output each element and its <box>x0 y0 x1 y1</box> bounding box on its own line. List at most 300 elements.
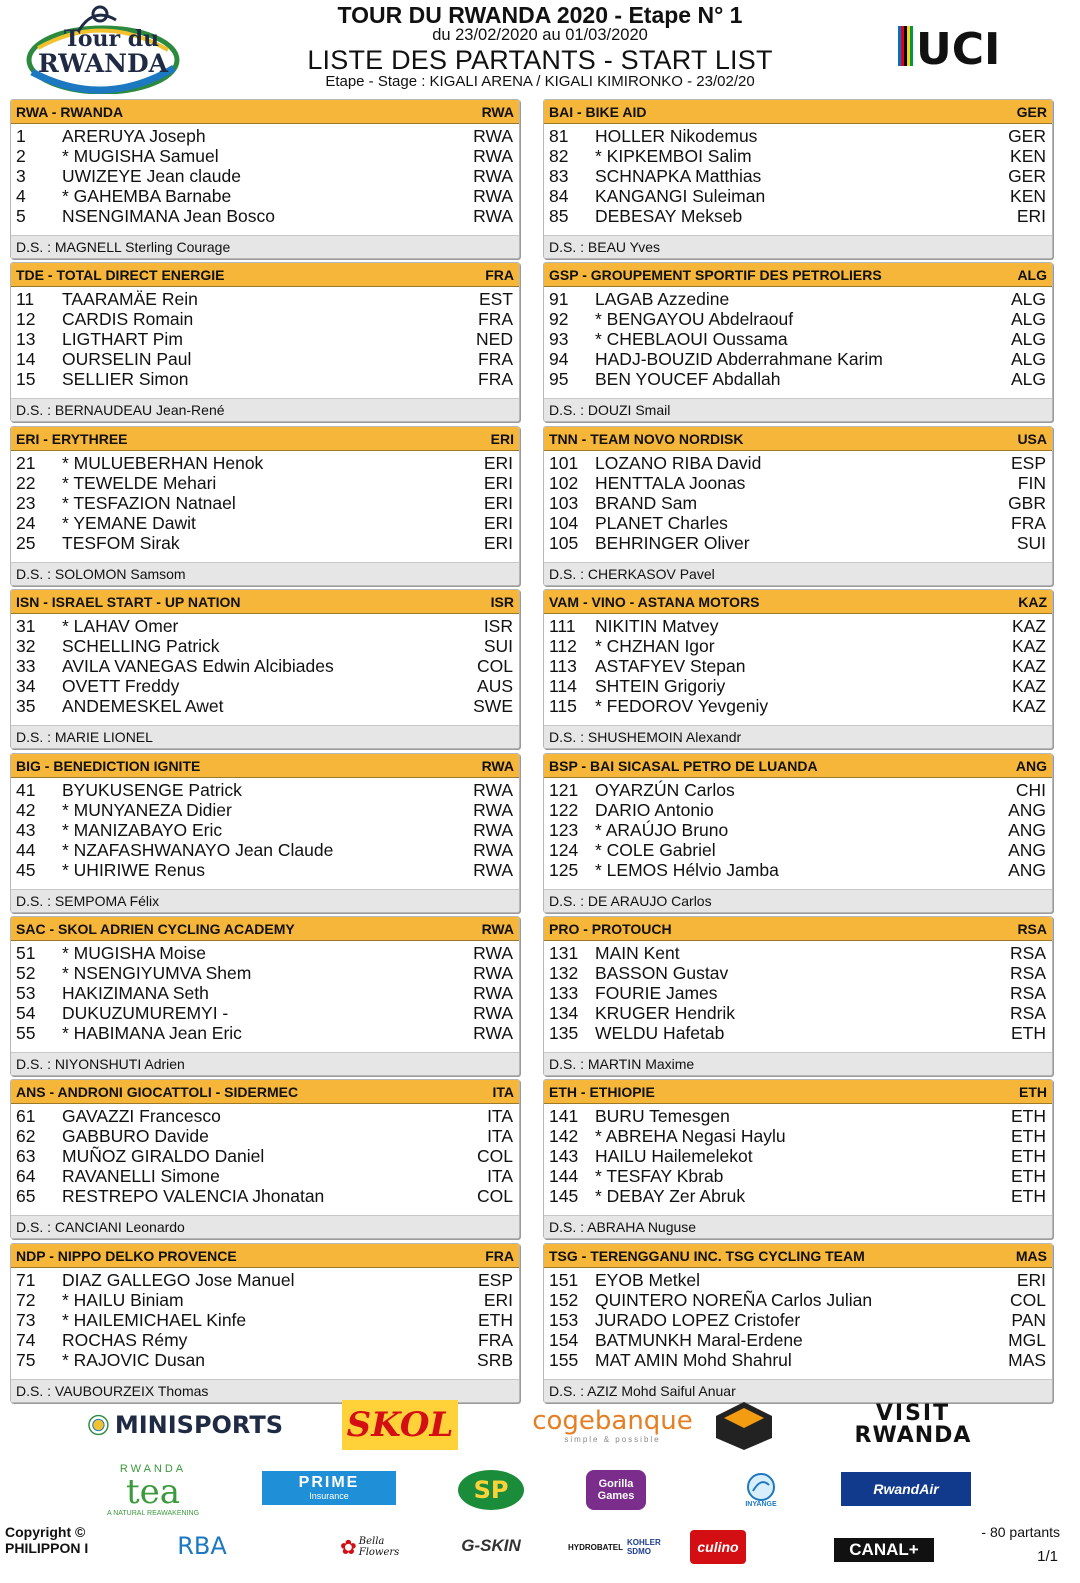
rider-row <box>11 800 519 820</box>
rider-number: 31 <box>16 616 36 636</box>
rider-row <box>11 943 519 963</box>
rider-number: 124 <box>549 840 579 860</box>
rider-number: 53 <box>16 983 36 1003</box>
rider-list <box>11 1268 519 1379</box>
rider-name: ROCHAS Rémy <box>62 1330 188 1350</box>
sp-logo <box>458 1470 524 1510</box>
rider-number: 123 <box>549 820 579 840</box>
rider-number: 54 <box>16 1003 36 1023</box>
team-header <box>11 263 519 287</box>
rider-row <box>544 206 1052 226</box>
team-header <box>11 917 519 941</box>
rider-number: 112 <box>549 636 577 656</box>
rider-nationality: ANG <box>1008 840 1046 860</box>
rider-nationality: FRA <box>478 1330 513 1350</box>
rider-name: HENTTALA Joonas <box>595 473 746 493</box>
rider-name: OYARZÚN Carlos <box>595 780 735 800</box>
rider-row <box>544 616 1052 636</box>
sports-director: D.S. : CHERKASOV Pavel <box>544 562 1052 585</box>
rider-nationality: ALG <box>1010 349 1046 369</box>
team-name: ANS - ANDRONI GIOCATTOLI - SIDERMEC <box>16 1083 299 1100</box>
rider-row <box>544 1270 1052 1290</box>
rider-name: DIAZ GALLEGO Jose Manuel <box>62 1270 295 1290</box>
rider-nationality: RWA <box>473 860 513 880</box>
rider-list <box>11 614 519 725</box>
rider-nationality: CHI <box>1015 780 1046 800</box>
rider-row <box>544 780 1052 800</box>
rider-number: 85 <box>549 206 569 226</box>
rider-number: 3 <box>16 166 26 186</box>
team-name: SAC - SKOL ADRIEN CYCLING ACADEMY <box>16 920 295 937</box>
kohler-text: KOHLER SDMO <box>626 1538 661 1556</box>
rider-name: * CHZHAN Igor <box>595 636 715 656</box>
rider-number: 133 <box>549 983 579 1003</box>
rider-row <box>544 513 1052 533</box>
rider-row <box>544 963 1052 983</box>
team-nationality: RWA <box>481 920 514 937</box>
rider-name: * GAHEMBA Barnabe <box>62 186 232 206</box>
rider-number: 102 <box>549 473 579 493</box>
sports-director: D.S. : BERNAUDEAU Jean-René <box>11 398 519 421</box>
rider-number: 151 <box>549 1270 579 1290</box>
rider-number: 131 <box>549 943 579 963</box>
rider-number: 2 <box>16 146 26 166</box>
team-name: BSP - BAI SICASAL PETRO DE LUANDA <box>549 757 818 774</box>
rider-number: 113 <box>549 656 577 676</box>
hydrobatel-kohler-logo <box>568 1534 674 1560</box>
rider-nationality: RSA <box>1010 943 1046 963</box>
race-title: TOUR DU RWANDA 2020 - Etape N° 1 <box>337 2 743 28</box>
team-nationality: GER <box>1016 103 1047 120</box>
sports-director: D.S. : SHUSHEMOIN Alexandr <box>544 725 1052 748</box>
rider-number: 14 <box>16 349 36 369</box>
rider-row <box>11 820 519 840</box>
rider-row <box>544 1126 1052 1146</box>
rider-row <box>11 513 519 533</box>
rider-nationality: SWE <box>473 696 513 716</box>
rider-nationality: ERI <box>483 473 513 493</box>
rider-row <box>544 146 1052 166</box>
rider-name: KRUGER Hendrik <box>595 1003 736 1023</box>
rider-row <box>11 963 519 983</box>
team-block <box>543 262 1053 422</box>
rider-nationality: ERI <box>483 513 513 533</box>
rider-nationality: COL <box>1010 1290 1046 1310</box>
rider-row <box>11 1350 519 1370</box>
rider-list <box>11 778 519 889</box>
rider-number: 143 <box>549 1146 579 1166</box>
rider-row <box>11 289 519 309</box>
team-nationality: RWA <box>481 103 514 120</box>
rider-name: BASSON Gustav <box>595 963 729 983</box>
rider-row <box>11 1023 519 1043</box>
rider-nationality: SRB <box>477 1350 513 1370</box>
rider-number: 94 <box>549 349 569 369</box>
rider-name: OVETT Freddy <box>62 676 180 696</box>
team-block <box>10 99 520 259</box>
rider-name: * HAILEMICHAEL Kinfe <box>62 1310 247 1330</box>
team-block <box>10 916 520 1076</box>
minisports-text: MINISPORTS <box>114 1411 283 1439</box>
team-name: GSP - GROUPEMENT SPORTIF DES PETROLIERS <box>549 266 882 283</box>
rwanda-tea-logo <box>98 1462 208 1518</box>
rider-name: * LAHAV Omer <box>62 616 179 636</box>
rider-nationality: ETH <box>1011 1146 1046 1166</box>
rider-list <box>544 287 1052 398</box>
rider-row <box>544 656 1052 676</box>
rider-row <box>544 289 1052 309</box>
rider-name: SELLIER Simon <box>62 369 189 389</box>
team-name: PRO - PROTOUCH <box>549 920 672 937</box>
rider-nationality: ETH <box>1011 1023 1046 1043</box>
rider-name: BEN YOUCEF Abdallah <box>595 369 781 389</box>
rider-row <box>544 840 1052 860</box>
rider-number: 12 <box>16 309 36 329</box>
rider-name: * HAILU Biniam <box>62 1290 184 1310</box>
rider-name: LOZANO RIBA David <box>595 453 762 473</box>
rider-row <box>544 696 1052 716</box>
rider-nationality: COL <box>477 656 513 676</box>
rider-row <box>11 166 519 186</box>
rider-nationality: RWA <box>473 943 513 963</box>
sports-director: D.S. : BEAU Yves <box>544 235 1052 258</box>
team-name: TSG - TERENGGANU INC. TSG CYCLING TEAM <box>549 1247 865 1264</box>
team-header <box>544 1080 1052 1104</box>
rider-name: DUKUZUMUREMYI - <box>62 1003 229 1023</box>
rba-text: RBA <box>177 1532 227 1560</box>
rider-nationality: ERI <box>483 533 513 553</box>
rider-row <box>544 369 1052 389</box>
rider-row <box>544 1166 1052 1186</box>
rider-row <box>544 1330 1052 1350</box>
rider-row <box>544 186 1052 206</box>
rider-number: 41 <box>16 780 36 800</box>
rider-number: 92 <box>549 309 569 329</box>
bella-flowers-logo <box>340 1530 420 1564</box>
team-header <box>544 754 1052 778</box>
rider-number: 82 <box>549 146 569 166</box>
rider-name: UWIZEYE Jean claude <box>62 166 241 186</box>
logo-rwanda-text: RWANDA <box>38 49 169 78</box>
rider-row <box>11 1186 519 1206</box>
rider-number: 111 <box>549 616 576 636</box>
rider-number: 132 <box>549 963 579 983</box>
rider-name: MAIN Kent <box>595 943 680 963</box>
rwanda-seal-icon <box>88 1403 109 1447</box>
rider-row <box>11 780 519 800</box>
rider-row <box>11 696 519 716</box>
team-nationality: RWA <box>481 757 514 774</box>
rider-name: NSENGIMANA Jean Bosco <box>62 206 275 226</box>
team-nationality: ANG <box>1015 757 1047 774</box>
rider-nationality: ANG <box>1008 800 1046 820</box>
team-nationality: KAZ <box>1018 593 1047 610</box>
rider-nationality: AUS <box>477 676 513 696</box>
rider-row <box>544 309 1052 329</box>
rider-name: BEHRINGER Oliver <box>595 533 750 553</box>
rider-row <box>11 1003 519 1023</box>
rider-nationality: ANG <box>1008 860 1046 880</box>
team-name: BAI - BIKE AID <box>549 103 647 120</box>
sports-director: D.S. : AZIZ Mohd Saiful Anuar <box>544 1379 1052 1402</box>
skol-logo <box>342 1400 458 1450</box>
rider-name: * NZAFASHWANAYO Jean Claude <box>62 840 334 860</box>
logo-tour-text: Tour du <box>64 26 160 52</box>
rwanda-tea-top: RWANDA <box>119 1462 187 1475</box>
rider-number: 42 <box>16 800 36 820</box>
rider-name: * TESFAY Kbrab <box>595 1166 724 1186</box>
rider-number: 104 <box>549 513 579 533</box>
rider-list <box>544 124 1052 235</box>
rider-name: RAVANELLI Simone <box>62 1166 220 1186</box>
rider-name: SHTEIN Grigoriy <box>595 676 726 696</box>
rider-row <box>11 473 519 493</box>
rider-name: * UHIRIWE Renus <box>62 860 205 880</box>
sp-text: SP <box>473 1476 509 1504</box>
rider-name: * MULUEBERHAN Henok <box>62 453 264 473</box>
rider-number: 25 <box>16 533 36 553</box>
rider-name: ASTAFYEV Stepan <box>595 656 746 676</box>
rider-nationality: ESP <box>1010 453 1046 473</box>
rider-row <box>11 656 519 676</box>
rider-number: 95 <box>549 369 569 389</box>
rider-name: * MUGISHA Samuel <box>62 146 219 166</box>
team-header <box>11 1080 519 1104</box>
rider-row <box>544 453 1052 473</box>
rider-number: 43 <box>16 820 36 840</box>
rider-nationality: RWA <box>473 146 513 166</box>
team-header <box>544 263 1052 287</box>
team-nationality: FRA <box>485 266 514 283</box>
rider-nationality: RWA <box>473 186 513 206</box>
rider-row <box>11 1290 519 1310</box>
rider-row <box>11 329 519 349</box>
rider-list <box>544 451 1052 562</box>
hydrobatel-text: HYDROBATEL <box>568 1542 623 1552</box>
skol-text: SKOL <box>346 1405 454 1445</box>
sports-director: D.S. : VAUBOURZEIX Thomas <box>11 1379 519 1402</box>
rider-nationality: RWA <box>473 840 513 860</box>
rider-nationality: ERI <box>483 453 513 473</box>
rider-nationality: ETH <box>1011 1186 1046 1206</box>
rider-name: RESTREPO VALENCIA Jhonatan <box>62 1186 325 1206</box>
team-block <box>10 262 520 422</box>
team-block <box>10 589 520 749</box>
rider-name: * FEDOROV Yevgeniy <box>595 696 769 716</box>
rider-nationality: RWA <box>473 800 513 820</box>
rider-name: * MUGISHA Moise <box>62 943 206 963</box>
rider-row <box>544 860 1052 880</box>
rider-number: 32 <box>16 636 36 656</box>
rider-name: * TEWELDE Mehari <box>62 473 217 493</box>
rider-row <box>11 369 519 389</box>
uci-logo <box>898 24 1028 70</box>
rider-nationality: KAZ <box>1011 656 1046 676</box>
visit-text: VISIT <box>875 1401 951 1426</box>
team-nationality: ITA <box>492 1083 514 1100</box>
rider-name: * MANIZABAYO Eric <box>62 820 223 840</box>
rider-number: 34 <box>16 676 36 696</box>
rider-number: 83 <box>549 166 569 186</box>
rider-number: 73 <box>16 1310 36 1330</box>
rider-nationality: SUI <box>483 636 513 656</box>
rider-number: 45 <box>16 860 36 880</box>
rider-row <box>544 800 1052 820</box>
rider-number: 4 <box>16 186 26 206</box>
rider-name: ARERUYA Joseph <box>62 126 206 146</box>
rider-nationality: FRA <box>1011 513 1046 533</box>
rider-nationality: RWA <box>473 780 513 800</box>
rider-nationality: FRA <box>478 309 513 329</box>
rider-nationality: RWA <box>473 963 513 983</box>
team-name: NDP - NIPPO DELKO PROVENCE <box>16 1247 237 1264</box>
rider-nationality: ITA <box>487 1106 513 1126</box>
sports-director: D.S. : DOUZI Smail <box>544 398 1052 421</box>
rider-name: * CHEBLAOUI Oussama <box>595 329 788 349</box>
rider-nationality: RWA <box>473 983 513 1003</box>
team-nationality: USA <box>1017 430 1047 447</box>
rider-row <box>11 1270 519 1290</box>
uci-text: UCI <box>916 24 1001 70</box>
rider-number: 33 <box>16 656 36 676</box>
team-block <box>10 753 520 913</box>
prime-insurance-logo <box>262 1471 396 1505</box>
rider-name: * NSENGIYUMVA Shem <box>62 963 252 983</box>
rba-logo <box>142 1532 262 1560</box>
rider-name: * YEMANE Dawit <box>62 513 196 533</box>
cogebanque-logo <box>530 1402 695 1448</box>
rider-nationality: ETH <box>1011 1126 1046 1146</box>
team-block <box>543 916 1053 1076</box>
rider-nationality: KAZ <box>1011 616 1046 636</box>
team-block <box>543 589 1053 749</box>
rider-number: 135 <box>549 1023 579 1043</box>
stage-info: Etape - Stage : KIGALI ARENA / KIGALI KIMIRONKO - 23/02/20 <box>325 73 755 90</box>
rider-row <box>11 1106 519 1126</box>
rider-number: 105 <box>549 533 579 553</box>
rider-number: 1 <box>16 126 26 146</box>
rider-name: OURSELIN Paul <box>62 349 192 369</box>
team-nationality: ETH <box>1019 1083 1047 1100</box>
rider-row <box>544 349 1052 369</box>
rider-row <box>544 126 1052 146</box>
rider-name: BATMUNKH Maral-Erdene <box>595 1330 803 1350</box>
rider-name: * MUNYANEZA Didier <box>62 800 232 820</box>
rider-row <box>544 1003 1052 1023</box>
sports-director: D.S. : MARTIN Maxime <box>544 1052 1052 1075</box>
rider-row <box>11 1146 519 1166</box>
rider-number: 101 <box>549 453 579 473</box>
rider-number: 121 <box>549 780 579 800</box>
rider-row <box>11 309 519 329</box>
rwanda-text: RWANDA <box>854 1423 972 1448</box>
rider-name: QUINTERO NOREÑA Carlos Julian <box>595 1290 873 1310</box>
rider-row <box>544 1186 1052 1206</box>
rider-number: 11 <box>16 289 35 309</box>
rider-nationality: RSA <box>1010 1003 1046 1023</box>
rider-nationality: ERI <box>1016 1270 1046 1290</box>
rider-number: 22 <box>16 473 36 493</box>
team-name: BIG - BENEDICTION IGNITE <box>16 757 201 774</box>
culino-logo <box>690 1530 746 1564</box>
rider-list <box>11 287 519 398</box>
rider-name: WELDU Hafetab <box>595 1023 725 1043</box>
rider-row <box>544 473 1052 493</box>
rider-row <box>544 1310 1052 1330</box>
rider-list <box>11 124 519 235</box>
team-name: ISN - ISRAEL START - UP NATION <box>16 593 241 610</box>
gskin-text: G-SKIN <box>461 1536 521 1555</box>
rider-nationality: RWA <box>473 1003 513 1023</box>
rider-number: 144 <box>549 1166 579 1186</box>
rider-number: 71 <box>16 1270 36 1290</box>
rider-name: * TESFAZION Natnael <box>62 493 236 513</box>
rider-number: 152 <box>549 1290 579 1310</box>
rider-number: 154 <box>549 1330 579 1350</box>
rider-number: 115 <box>549 696 577 716</box>
rider-nationality: ETH <box>478 1310 513 1330</box>
rider-name: EYOB Metkel <box>595 1270 701 1290</box>
rider-name: * RAJOVIC Dusan <box>62 1350 205 1370</box>
team-name: VAM - VINO - ASTANA MOTORS <box>549 593 760 610</box>
rider-name: LAGAB Azzedine <box>595 289 730 309</box>
rider-row <box>544 943 1052 963</box>
tea-tagline: A NATURAL REAWAKENING <box>106 1509 200 1517</box>
rider-nationality: RSA <box>1010 983 1046 1003</box>
rider-nationality: ISR <box>483 616 513 636</box>
team-name: TDE - TOTAL DIRECT ENERGIE <box>16 266 225 283</box>
rider-nationality: FRA <box>478 349 513 369</box>
partants-count: - 80 partants <box>981 1524 1060 1540</box>
minisports-logo <box>88 1402 283 1448</box>
rider-nationality: ETH <box>1011 1166 1046 1186</box>
inyange-text: INYANGE <box>745 1500 777 1508</box>
rider-row <box>544 1350 1052 1370</box>
rider-nationality: ALG <box>1010 369 1046 389</box>
rider-nationality: MAS <box>1008 1350 1046 1370</box>
rider-name: KANGANGI Suleiman <box>595 186 766 206</box>
rider-list <box>544 614 1052 725</box>
rider-row <box>11 1126 519 1146</box>
rider-number: 63 <box>16 1146 36 1166</box>
rider-row <box>11 860 519 880</box>
rider-nationality: KEN <box>1010 186 1046 206</box>
bird-icon <box>743 1473 779 1501</box>
rider-name: NIKITIN Matvey <box>595 616 719 636</box>
team-header <box>11 1244 519 1268</box>
rider-row <box>544 533 1052 553</box>
rider-row <box>544 493 1052 513</box>
rider-name: DARIO Antonio <box>595 800 714 820</box>
rider-number: 24 <box>16 513 36 533</box>
team-name: ERI - ERYTHREE <box>16 430 128 447</box>
rider-row <box>544 636 1052 656</box>
rider-name: * KIPKEMBOI Salim <box>595 146 752 166</box>
sports-director: D.S. : NIYONSHUTI Adrien <box>11 1052 519 1075</box>
rider-row <box>544 820 1052 840</box>
rider-nationality: MGL <box>1008 1330 1046 1350</box>
page-number: 1/1 <box>1037 1548 1058 1565</box>
rider-nationality: NED <box>476 329 513 349</box>
rider-number: 125 <box>549 860 579 880</box>
rider-name: SCHNAPKA Matthias <box>595 166 762 186</box>
rider-nationality: EST <box>478 289 513 309</box>
rider-row <box>11 493 519 513</box>
rider-name: * HABIMANA Jean Eric <box>62 1023 242 1043</box>
rider-nationality: COL <box>477 1146 513 1166</box>
rider-nationality: ERI <box>483 493 513 513</box>
list-title: LISTE DES PARTANTS - START LIST <box>307 45 773 75</box>
